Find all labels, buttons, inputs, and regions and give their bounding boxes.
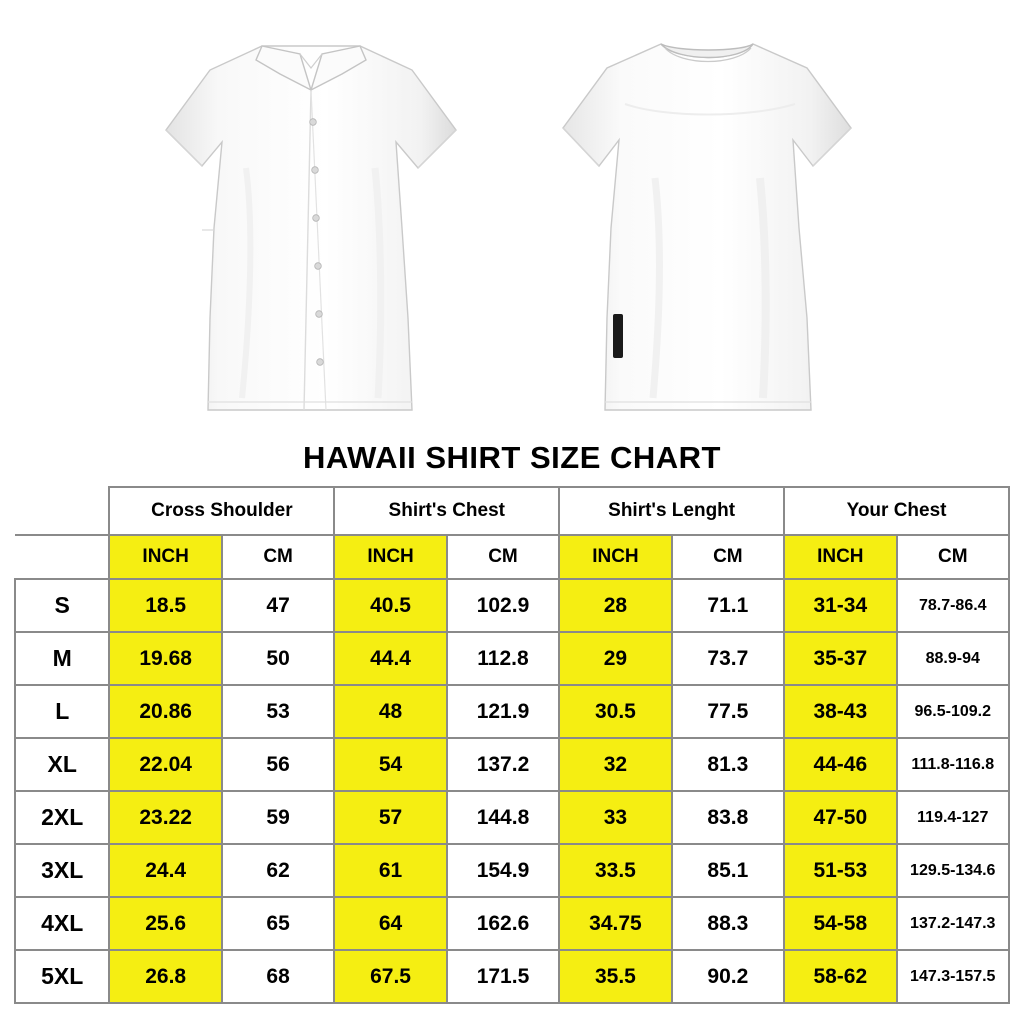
chest-cm: 144.8 [447,791,559,844]
length-cm: 81.3 [672,738,784,791]
cross-shoulder-inch: 24.4 [109,844,221,897]
length-cm: 71.1 [672,579,784,632]
table-row [15,632,1009,685]
cross-shoulder-inch: 23.22 [109,791,221,844]
group-header-row [15,487,1009,535]
length-inch: 33 [559,791,671,844]
chest-inch: 54 [334,738,446,791]
cross-shoulder-cm: 50 [222,632,334,685]
chest-cm: 162.6 [447,897,559,950]
table-row [15,738,1009,791]
unit-header-inch-2: INCH [334,535,446,579]
chest-inch: 64 [334,897,446,950]
cross-shoulder-cm: 65 [222,897,334,950]
table-row [15,897,1009,950]
chest-inch: 61 [334,844,446,897]
chest-cm: 112.8 [447,632,559,685]
table-row [15,950,1009,1003]
cross-shoulder-inch: 25.6 [109,897,221,950]
length-inch: 30.5 [559,685,671,738]
your-chest-cm: 78.7-86.4 [897,579,1009,632]
shirt-back-icon [545,18,875,428]
table-row [15,685,1009,738]
your-chest-inch: 31-34 [784,579,896,632]
length-inch: 35.5 [559,950,671,1003]
size-label: 4XL [15,897,109,950]
cross-shoulder-cm: 62 [222,844,334,897]
your-chest-inch: 47-50 [784,791,896,844]
cross-shoulder-cm: 47 [222,579,334,632]
cross-shoulder-cm: 53 [222,685,334,738]
chest-inch: 48 [334,685,446,738]
your-chest-cm: 119.4-127 [897,791,1009,844]
your-chest-cm: 111.8-116.8 [897,738,1009,791]
chest-inch: 40.5 [334,579,446,632]
table-corner-cell [15,487,109,535]
cross-shoulder-inch: 22.04 [109,738,221,791]
cross-shoulder-inch: 26.8 [109,950,221,1003]
length-inch: 32 [559,738,671,791]
length-cm: 90.2 [672,950,784,1003]
cross-shoulder-inch: 20.86 [109,685,221,738]
length-cm: 88.3 [672,897,784,950]
shirt-front-image [150,18,480,428]
your-chest-inch: 51-53 [784,844,896,897]
unit-header-cm-4: CM [897,535,1009,579]
size-label: 5XL [15,950,109,1003]
your-chest-inch: 38-43 [784,685,896,738]
cross-shoulder-inch: 19.68 [109,632,221,685]
your-chest-cm: 129.5-134.6 [897,844,1009,897]
size-label: 3XL [15,844,109,897]
size-label: S [15,579,109,632]
shirt-illustrations [0,0,1024,440]
unit-header-inch-3: INCH [559,535,671,579]
cross-shoulder-cm: 56 [222,738,334,791]
your-chest-inch: 54-58 [784,897,896,950]
chest-inch: 67.5 [334,950,446,1003]
your-chest-cm: 96.5-109.2 [897,685,1009,738]
shirt-front-icon [150,18,480,428]
group-header-cross-shoulder: Cross Shoulder [109,487,334,535]
group-header-your-chest: Your Chest [784,487,1009,535]
your-chest-cm: 147.3-157.5 [897,950,1009,1003]
length-inch: 29 [559,632,671,685]
length-cm: 77.5 [672,685,784,738]
length-inch: 28 [559,579,671,632]
size-label: 2XL [15,791,109,844]
size-label: M [15,632,109,685]
length-cm: 73.7 [672,632,784,685]
shirt-back-image [545,18,875,428]
table-corner-cell-2 [15,535,109,579]
chest-inch: 44.4 [334,632,446,685]
length-cm: 85.1 [672,844,784,897]
length-inch: 34.75 [559,897,671,950]
size-label: XL [15,738,109,791]
length-cm: 83.8 [672,791,784,844]
table-row [15,791,1009,844]
chest-cm: 102.9 [447,579,559,632]
unit-header-inch-1: INCH [109,535,221,579]
length-inch: 33.5 [559,844,671,897]
size-chart-table [14,486,1010,1004]
your-chest-inch: 58-62 [784,950,896,1003]
size-table-container [0,486,1024,1004]
cross-shoulder-cm: 59 [222,791,334,844]
unit-header-row [15,535,1009,579]
chest-inch: 57 [334,791,446,844]
table-row [15,844,1009,897]
your-chest-cm: 137.2-147.3 [897,897,1009,950]
unit-header-cm-2: CM [447,535,559,579]
size-label: L [15,685,109,738]
unit-header-cm-3: CM [672,535,784,579]
your-chest-inch: 44-46 [784,738,896,791]
chest-cm: 137.2 [447,738,559,791]
cross-shoulder-cm: 68 [222,950,334,1003]
your-chest-inch: 35-37 [784,632,896,685]
chest-cm: 154.9 [447,844,559,897]
unit-header-cm-1: CM [222,535,334,579]
chest-cm: 171.5 [447,950,559,1003]
your-chest-cm: 88.9-94 [897,632,1009,685]
chest-cm: 121.9 [447,685,559,738]
unit-header-inch-4: INCH [784,535,896,579]
cross-shoulder-inch: 18.5 [109,579,221,632]
group-header-shirts-chest: Shirt's Chest [334,487,559,535]
group-header-shirts-length: Shirt's Lenght [559,487,784,535]
page-title: HAWAII SHIRT SIZE CHART [303,440,721,475]
table-row [15,579,1009,632]
